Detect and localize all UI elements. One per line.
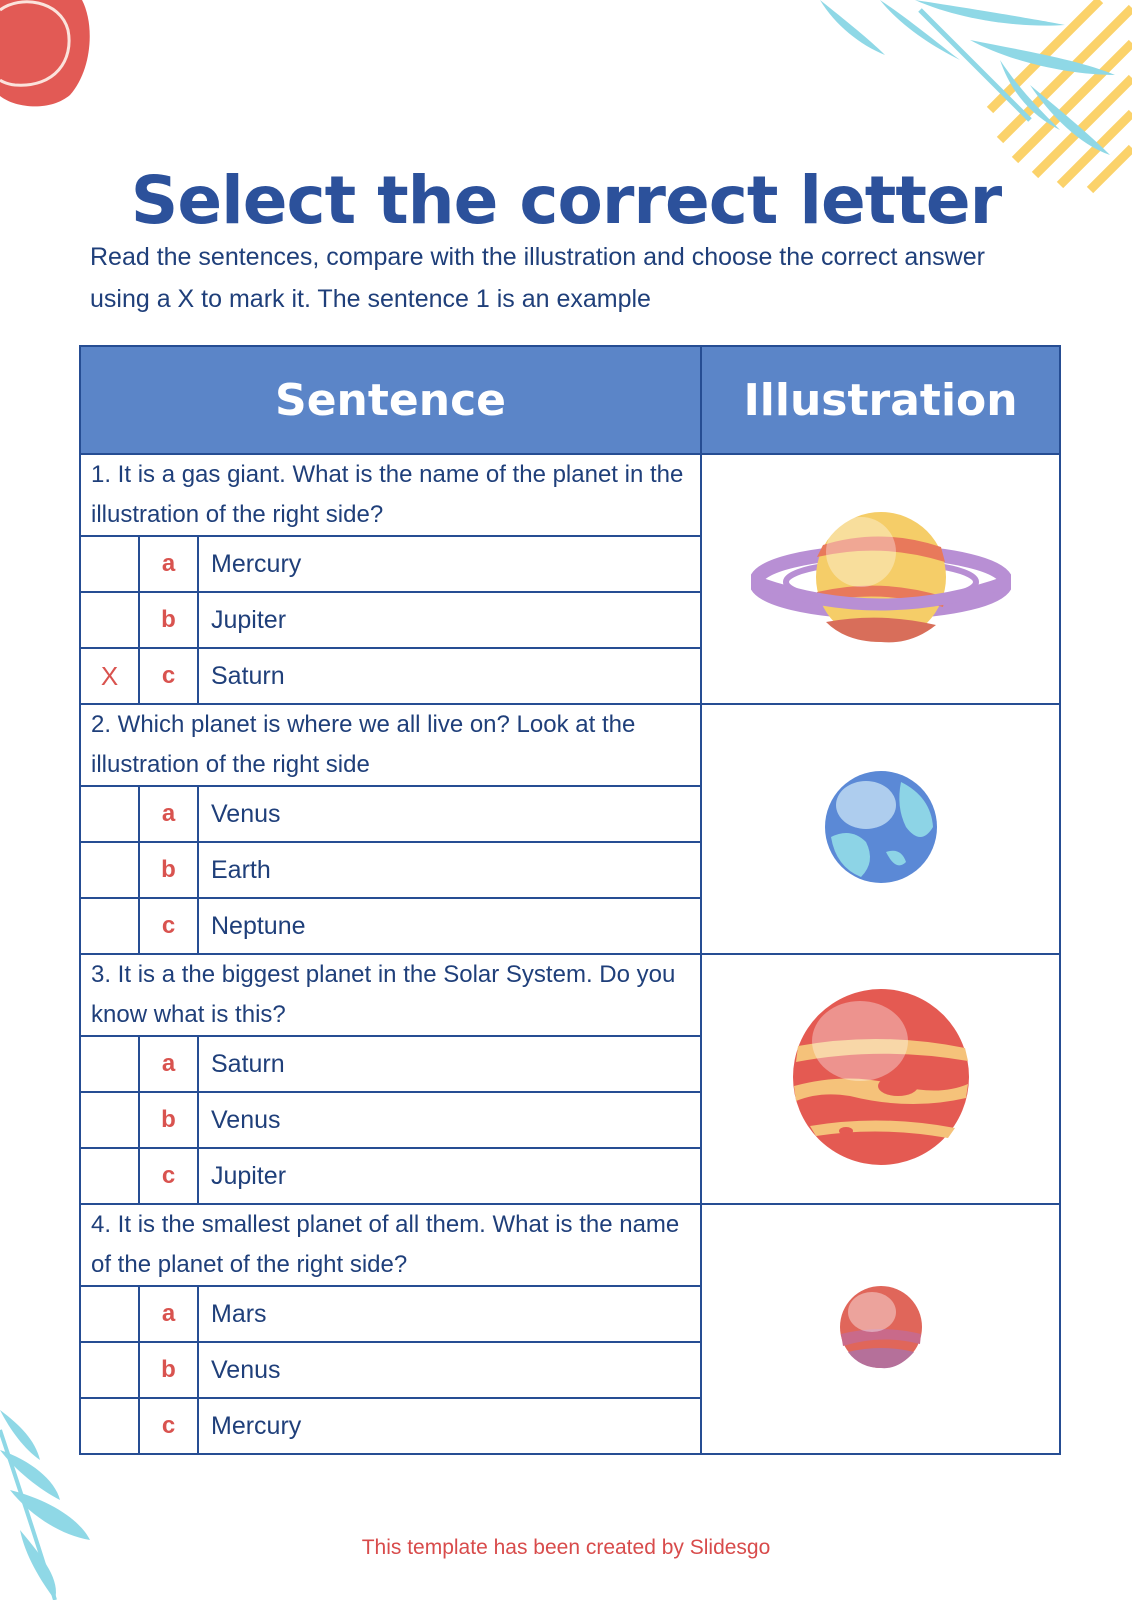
sentence-header: Sentence [80, 346, 701, 454]
question-text: 1. It is a gas giant. What is the name of the planet in the illustration of the right side? [80, 454, 701, 536]
question-row [80, 704, 1060, 786]
illustration-cell [701, 954, 1060, 1204]
question-row [80, 954, 1060, 1036]
leaf-branch-top-decoration [820, 0, 1132, 170]
option-letter: c [139, 1398, 198, 1454]
mercury-planet-icon [838, 1284, 924, 1370]
illustration-cell [701, 704, 1060, 954]
answer-mark-box[interactable] [80, 898, 139, 954]
option-answer: Jupiter [198, 592, 701, 648]
footer-credit: This template has been created by Slidesgo [361, 1536, 771, 1559]
option-answer: Venus [198, 1092, 701, 1148]
option-answer: Earth [198, 842, 701, 898]
jupiter-planet-icon [790, 986, 972, 1168]
answer-mark-box[interactable] [80, 1286, 139, 1342]
saturn-planet-icon [751, 507, 1011, 647]
answer-mark-box[interactable] [80, 536, 139, 592]
quiz-table [79, 345, 1061, 1455]
option-letter: a [139, 1036, 198, 1092]
answer-mark-box[interactable] [80, 1398, 139, 1454]
option-letter: b [139, 592, 198, 648]
option-answer: Saturn [198, 648, 701, 704]
option-letter: c [139, 1148, 198, 1204]
option-answer: Jupiter [198, 1148, 701, 1204]
illustration-header: Illustration [701, 346, 1060, 454]
option-answer: Venus [198, 786, 701, 842]
option-letter: a [139, 536, 198, 592]
question-row [80, 1204, 1060, 1286]
red-blob-decoration [0, 0, 100, 110]
option-letter: a [139, 786, 198, 842]
option-answer: Mercury [198, 1398, 701, 1454]
answer-mark-box[interactable] [80, 592, 139, 648]
option-letter: a [139, 1286, 198, 1342]
option-answer: Mercury [198, 536, 701, 592]
option-letter: c [139, 648, 198, 704]
answer-mark-box[interactable] [80, 1092, 139, 1148]
illustration-cell [701, 454, 1060, 704]
answer-mark-box[interactable] [80, 842, 139, 898]
question-row [80, 454, 1060, 536]
answer-mark-box[interactable] [80, 786, 139, 842]
page-title: Select the correct letter [130, 162, 1002, 240]
option-letter: b [139, 1092, 198, 1148]
option-answer: Neptune [198, 898, 701, 954]
answer-mark-box[interactable] [80, 1036, 139, 1092]
illustration-cell [701, 1204, 1060, 1454]
option-answer: Saturn [198, 1036, 701, 1092]
answer-mark-box[interactable] [80, 1342, 139, 1398]
question-text: 3. It is a the biggest planet in the Solar System. Do you know what is this? [80, 954, 701, 1036]
option-letter: b [139, 842, 198, 898]
option-answer: Mars [198, 1286, 701, 1342]
option-answer: Venus [198, 1342, 701, 1398]
earth-planet-icon [821, 767, 941, 887]
instructions-text: Read the sentences, compare with the illustration and choose the correct answer using a X to mark it. The sentence 1 is an example [90, 243, 985, 313]
question-text: 2. Which planet is where we all live on? Look at the illustration of the right side [80, 704, 701, 786]
option-letter: c [139, 898, 198, 954]
answer-mark-box[interactable] [80, 1148, 139, 1204]
answer-mark-box[interactable]: X [80, 648, 139, 704]
question-text: 4. It is the smallest planet of all them. What is the name of the planet of the right side? [80, 1204, 701, 1286]
option-letter: b [139, 1342, 198, 1398]
